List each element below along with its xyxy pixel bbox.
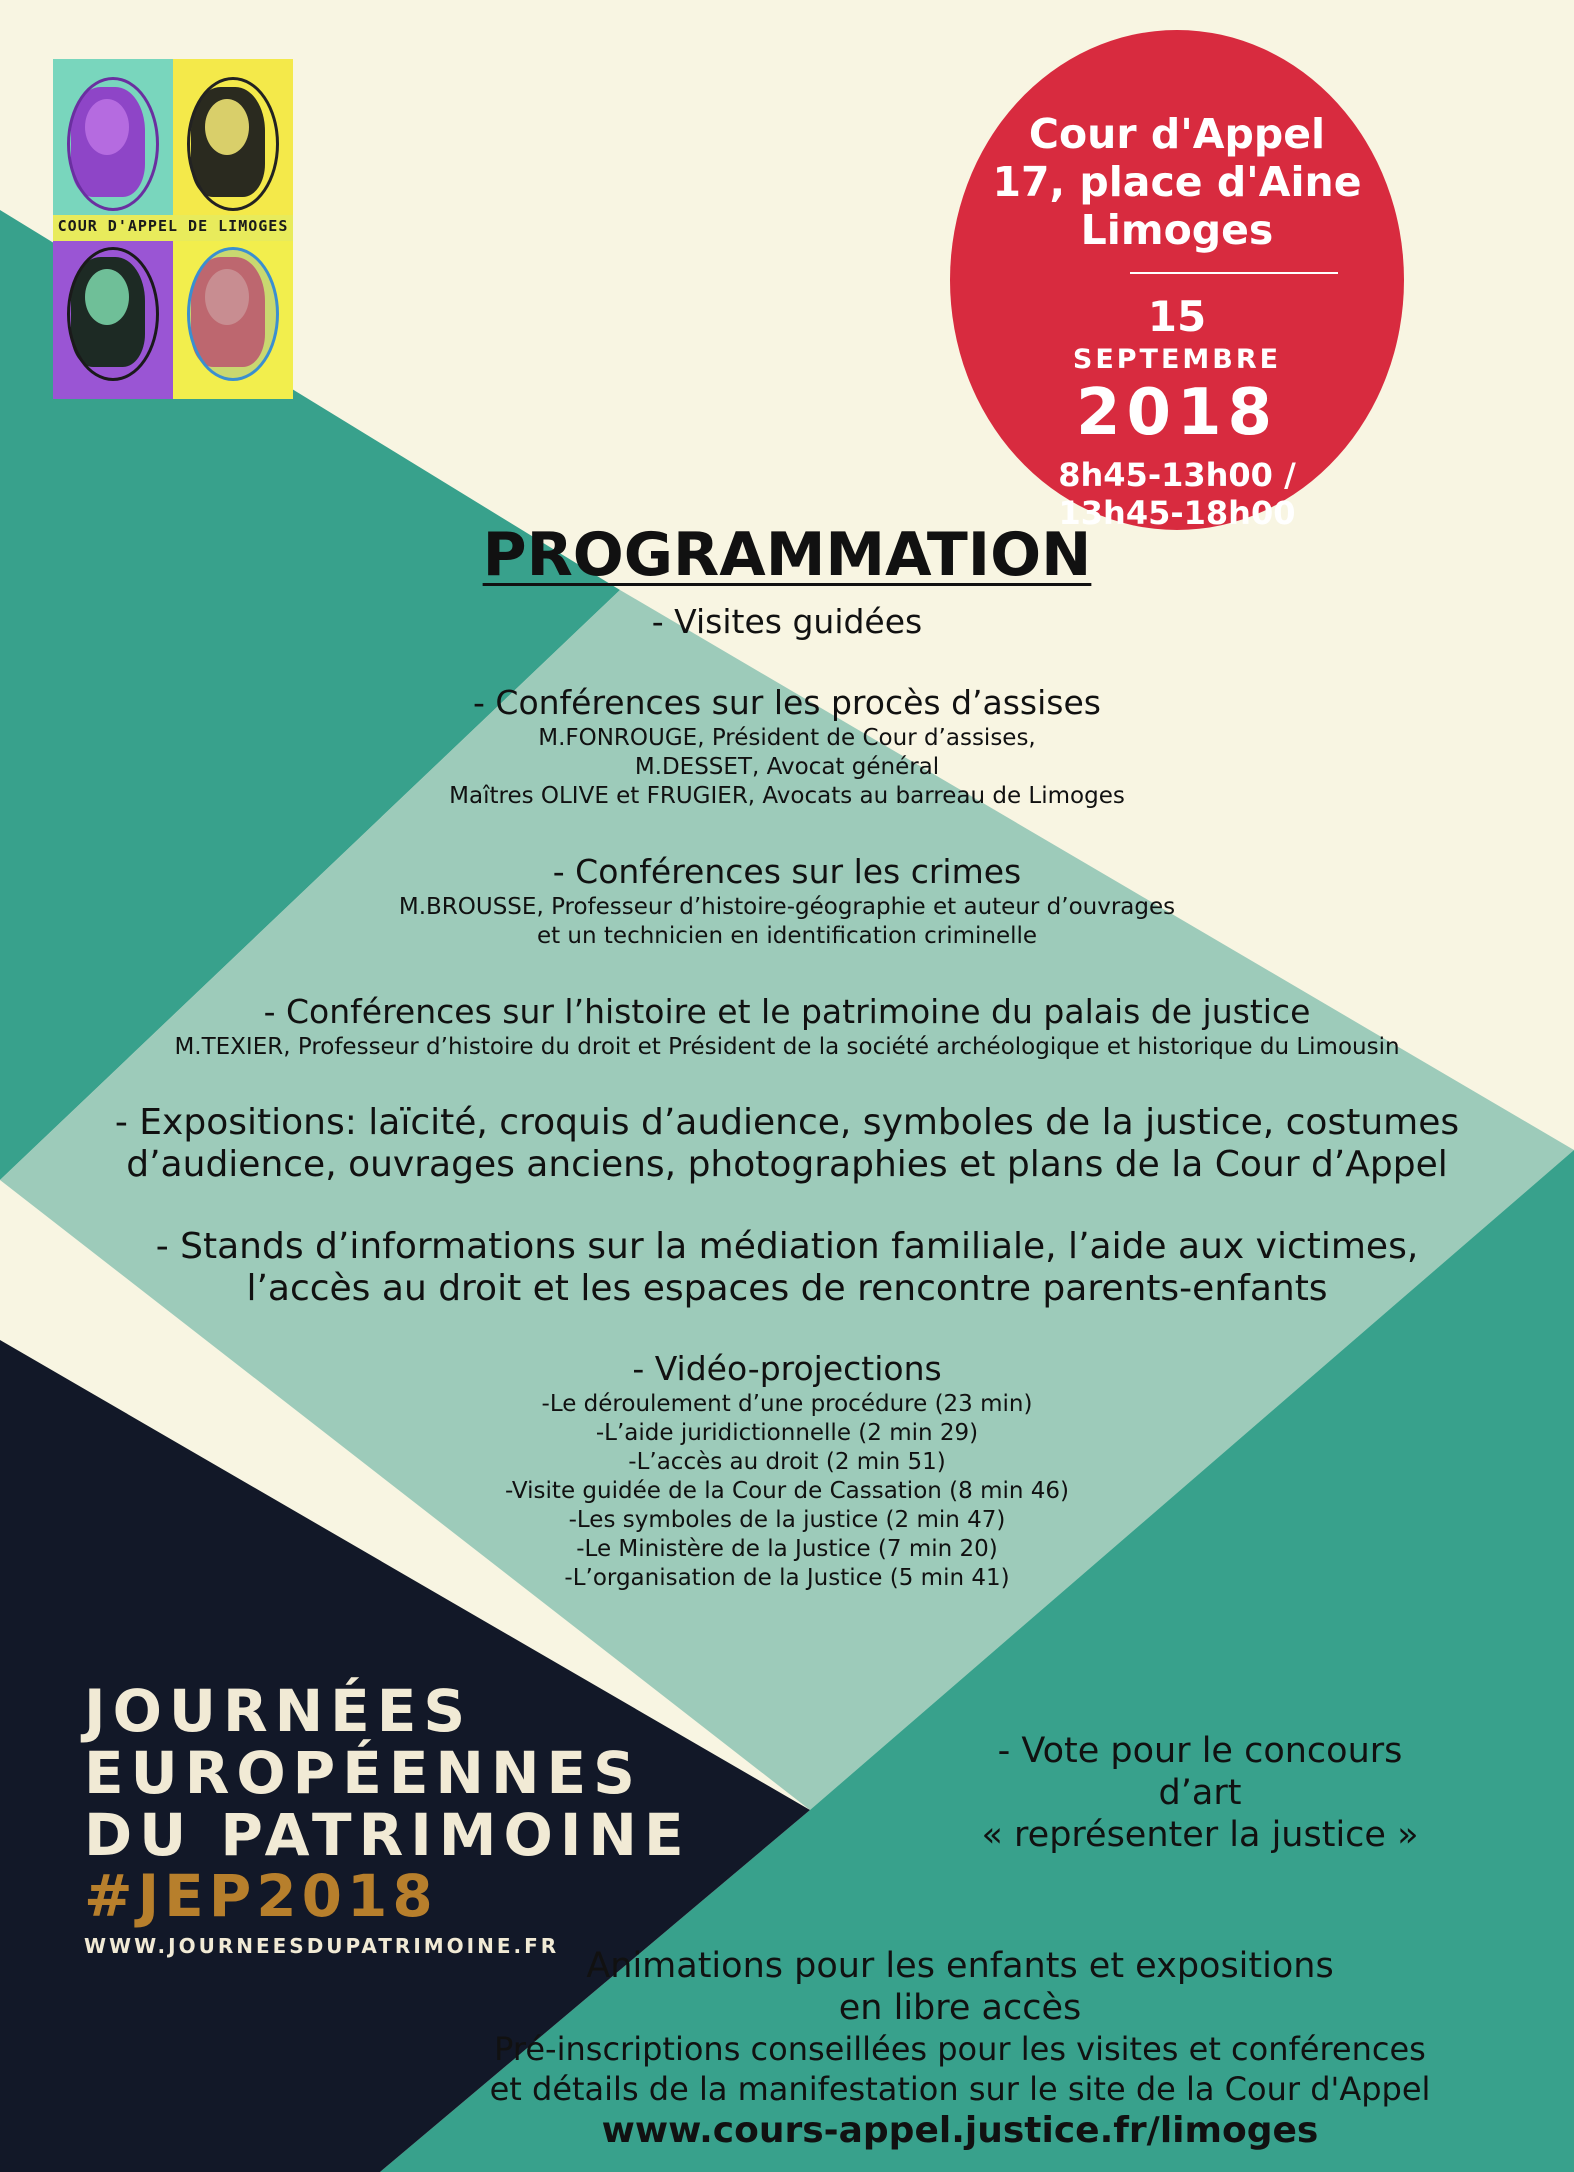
jep-hashtag: #JEP2018 — [84, 1862, 438, 1930]
logo-text: COUR D'APPEL DE LIMOGES — [57, 217, 289, 235]
item-stands: - Stands d’informations sur la médiation familiale, l’aide aux victimes, l’accès au droit et les espaces de rencontre parents-enfants — [155, 1226, 1419, 1309]
portrait-red — [173, 229, 293, 399]
venue-address: Cour d'Appel 17, place d'Aine Limoges — [992, 110, 1362, 254]
cour-appel-website[interactable]: www.cours-appel.justice.fr/limoges — [601, 2110, 1319, 2151]
portrait-green — [53, 229, 173, 399]
item-histoire: - Conférences sur l’histoire et le patrimoine du palais de justice M.TEXIER, Professeur d’histoire du droit et Président de la société archéologique et historique du Limousin — [174, 992, 1400, 1060]
item-crimes: - Conférences sur les crimes M.BROUSSE, Professeur d’histoire-géographie et auteur d’ouvrages et un technicien en identification criminelle — [398, 852, 1176, 949]
jep-website[interactable]: WWW.JOURNEESDUPATRIMOINE.FR — [84, 1934, 560, 1958]
item-videos: - Vidéo-projections -Le déroulement d’une procédure (23 min) -L’aide juridictionnelle (2 min 29) -L’accès au droit (2 min 51) -Visite guidée de la Cour de Cassation (8 min 46) -Les symboles de la justice (2 min 47) -Le Ministère de la Justice (7 min 20) -L’organisation de la Justice (5 min 41) — [504, 1349, 1070, 1591]
portrait-purple — [53, 59, 173, 229]
item-visites: - Visites guidées — [651, 602, 923, 641]
programme-title: PROGRAMMATION — [482, 520, 1092, 590]
footer-info: Animations pour les enfants et expositions en libre accès Pré-inscriptions conseillées pour les visites et conférences et détails de la manifestation sur le site de la Cour d'Appel www.cours-appel.justice.fr/limoges — [400, 1945, 1520, 2153]
event-hours: 8h45-13h00 / 13h45-18h00 — [1058, 456, 1296, 532]
item-expositions: - Expositions: laïcité, croquis d’audience, symboles de la justice, costumes d’audience, ouvrages anciens, photographies et plans de la Cour d’Appel — [114, 1102, 1460, 1185]
portrait-yellow — [173, 59, 293, 229]
event-year: 2018 — [1075, 376, 1279, 450]
event-day: 15 — [1147, 292, 1207, 341]
cour-appel-logo — [53, 59, 293, 399]
event-month: SEPTEMBRE — [1072, 344, 1282, 375]
event-badge — [950, 30, 1404, 530]
badge-divider — [1130, 272, 1338, 274]
item-assises: - Conférences sur les procès d’assises M.FONROUGE, Président de Cour d’assises, M.DESSET, Avocat général Maîtres OLIVE et FRUGIER, Avocats au barreau de Limoges — [449, 683, 1125, 809]
jep-title: JOURNÉES EUROPÉENNES DU PATRIMOINE — [84, 1677, 691, 1869]
vote-concours: - Vote pour le concours d’art « représenter la justice » — [981, 1731, 1419, 1855]
